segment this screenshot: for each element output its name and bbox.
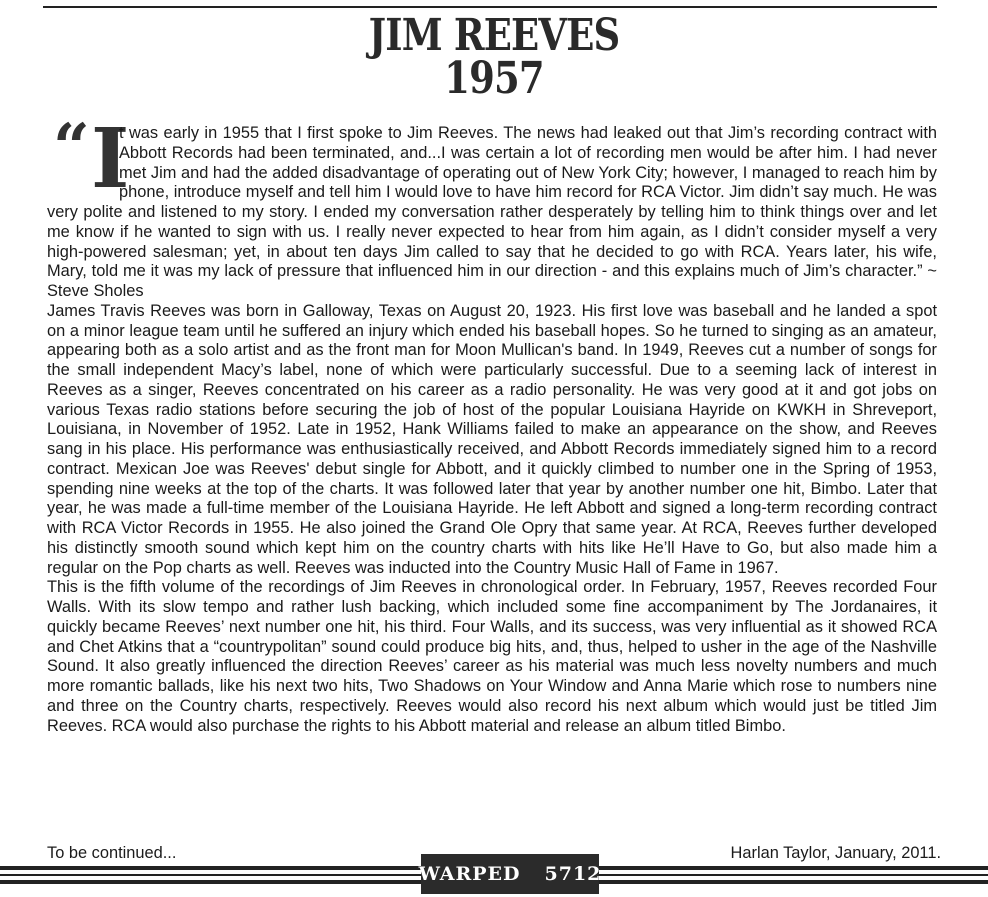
badge-number: 5712 xyxy=(544,863,602,885)
catalog-badge xyxy=(418,854,602,894)
page-title: JIM REEVES xyxy=(368,10,620,61)
dropcap-spacer xyxy=(47,124,119,202)
bio-paragraph: James Travis Reeves was born in Galloway, Texas on August 20, 1923. His first love was baseball and he landed a spot on a minor league team until he suffered an injury which ended his baseball hopes. So he turned to singing as an amateur, appearing both as a solo artist and as the front man for Moon Mullican's band. In 1949, Reeves cut a number of songs for the small independent Macy’s label, none of which were particularly successful. Due to a seeming lack of interest in Reeves as a singer, Reeves concentrated on his career as a radio personality. He was very good at it and got jobs on various Texas radio stations before securing the job of host of the popular Louisiana Hayride on KWKH in Shreveport, Louisiana, in November of 1952. Late in 1952, Hank Williams failed to make an appearance on the show, and Reeves sang in his place. His performance was enthusiastically received, and Abbott Records immediately signed him to a record contract. Mexican Joe was Reeves' debut single for Abbott, and it quickly climbed to number one in the Spring of 1953, spending nine weeks at the top of the charts. It was followed later that year by another number one hit, Bimbo. Later that year, he was made a full-time member of the Louisiana Hayride. He left Abbott and signed a long-term recording contract with RCA Victor Records in 1955. He also joined the Grand Ole Opry that same year. At RCA, Reeves further developed his distinctly smooth sound which kept him on the country charts with hits like He’ll Have to Go, but also made him a regular on the Pop charts as well. Reeves was inducted into the Country Music Hall of Fame in 1967. xyxy=(47,301,937,577)
top-rule xyxy=(43,6,937,8)
drop-cap: I xyxy=(91,111,130,207)
quote-paragraph xyxy=(47,124,937,302)
page-year: 1957 xyxy=(444,53,544,104)
quote-text: t was early in 1955 that I first spoke to Jim Reeves. The news had leaked out that Jim’s recording contract with Abbott Records had been terminated, and...I was certain a lot of recording men would be after him. I had never met Jim and had the added disadvantage of operating out of New York City; however, I managed to reach him by phone, introduce myself and tell him I would love to have him record for RCA Victor. Jim didn’t say much. He was very polite and listened to my story. I ended my conversation rather desperately by telling him to think things over and let me know if he wanted to sign with us. I really never expected to hear from him again, as I didn’t consider myself a very high-powered salesman; yet, in about ten days Jim called to say that he decided to go with RCA. Years later, his wife, Mary, told me it was my lack of pressure that influenced him in our direction - and this explains much of Jim’s character.” ~ Steve Sholes xyxy=(47,124,937,300)
author-signature: Harlan Taylor, January, 2011. xyxy=(730,844,941,862)
badge-label: WARPED xyxy=(418,863,521,885)
volume-paragraph: This is the fifth volume of the recordings of Jim Reeves in chronological order. In February, 1957, Reeves recorded Four Walls. With its slow tempo and rather lush backing, which included some fine accompaniment by The Jordanaires, it quickly became Reeves’ next number one hit, his third. Four Walls, and its success, was very influential as it showed RCA and Chet Atkins that a “countrypolitan” sound could produce big hits, and, thus, helped to usher in the age of the Nashville Sound. It also greatly influenced the direction Reeves’ career as his material was much less novelty numbers and much more romantic ballads, like his next two hits, Two Shadows on Your Window and Anna Marie which rose to numbers nine and three on the Country charts, respectively. Reeves would also record his next album which would just be titled Jim Reeves. RCA would also purchase the rights to his Abbott material and release an album titled Bimbo. xyxy=(47,578,937,735)
continued-text: To be continued... xyxy=(47,844,177,862)
open-quote-mark: “ xyxy=(53,110,90,185)
article-body xyxy=(47,124,937,736)
